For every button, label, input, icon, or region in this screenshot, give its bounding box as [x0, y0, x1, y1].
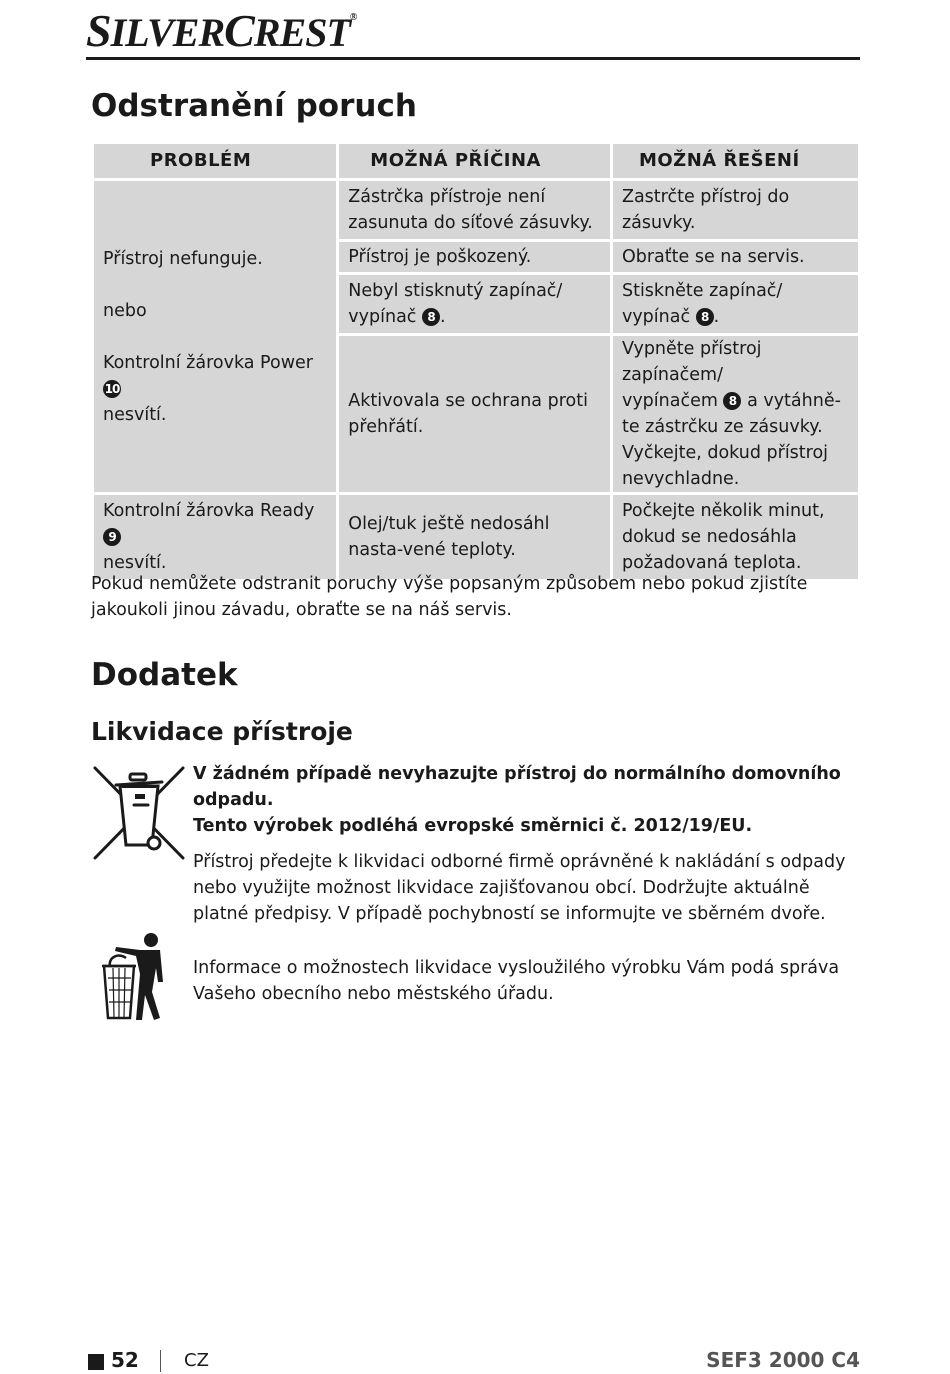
section-title-appendix: Dodatek: [91, 657, 238, 693]
person-trash-bin-icon: [100, 932, 172, 1022]
solution-text: vypínačem: [621, 391, 718, 411]
page-number: 52: [111, 1348, 139, 1372]
section-title-troubleshooting: Odstranění poruch: [91, 88, 417, 124]
crossed-out-bin-icon: [92, 765, 186, 861]
solution-cell: Stiskněte zapínač/ vypínač 8 .: [611, 274, 859, 335]
cause-cell: Aktivovala se ochrana proti přehřátí.: [338, 335, 612, 494]
solution-text: Vypněte přístroj zapínačem/: [621, 339, 762, 385]
footer-square: [88, 1354, 104, 1370]
ref-number: 8: [696, 308, 714, 326]
cause-cell: Nebyl stisknutý zapínač/ vypínač 8 .: [338, 274, 612, 335]
solution-text: vypínač: [621, 307, 691, 327]
cause-text: Nebyl stisknutý zapínač/: [348, 281, 563, 301]
solution-text: Stiskněte zapínač/: [621, 281, 783, 301]
troubleshooting-table: [91, 141, 861, 582]
header-solution: MOŽNÁ ŘEŠENÍ: [611, 143, 859, 180]
ref-number: 8: [422, 308, 440, 326]
cause-cell: Olej/tuk ještě nedosáhl nasta-vené teploty.: [338, 494, 612, 581]
problem-text: Kontrolní žárovka Ready: [103, 501, 315, 521]
disposal-warning: V žádném případě nevyhazujte přístroj do normálního domovního odpadu.: [193, 764, 841, 810]
header-problem: PROBLÉM: [93, 143, 338, 180]
ref-number: 9: [103, 528, 121, 546]
solution-text: te zástrčku ze zásuvky. Vyčkejte, dokud přístroj nevychladne.: [621, 417, 829, 489]
disposal-info: Informace o možnostech likvidace vysloužilého výrobku Vám podá správa Vašeho obecního nebo městského úřadu.: [193, 958, 840, 1004]
table-row: [93, 180, 860, 241]
problem-text: Přístroj nefunguje.: [103, 248, 263, 269]
disposal-instructions: Přístroj předejte k likvidaci odborné firmě oprávněné k nakládání s odpady nebo využijte možnost likvidace zajišťovanou obcí. Dodržujte aktuálně platné předpisy. V případě pochybností se informujte ve sběrném dvoře.: [193, 852, 846, 924]
table-row: [93, 494, 860, 581]
model-number: SEF3 2000 C4: [706, 1348, 860, 1372]
problem-text: nesvítí.: [103, 553, 167, 573]
ref-number: 8: [723, 392, 741, 410]
solution-cell: [611, 335, 859, 494]
directive-notice: Tento výrobek podléhá evropské směrnici č. 2012/19/EU.: [193, 816, 753, 836]
solution-cell: Zastrčte přístroj do zásuvky.: [611, 180, 859, 241]
cause-cell: Zástrčka přístroje není zasunuta do síťové zásuvky.: [338, 180, 612, 241]
problem-text: nesvítí.: [103, 404, 167, 425]
service-note: Pokud nemůžete odstranit poruchy výše popsaným způsobem nebo pokud zjistíte jakoukoli jinou závadu, obraťte se na náš servis.: [91, 574, 808, 620]
subsection-title-disposal: Likvidace přístroje: [91, 717, 353, 746]
problem-text: Kontrolní žárovka Power: [103, 352, 313, 373]
table-header-row: [93, 143, 860, 180]
solution-cell: Počkejte několik minut, dokud se nedosáhla požadovaná teplota.: [611, 494, 859, 581]
header-rule: [86, 57, 860, 60]
brand-logo: SILVERCREST®: [86, 5, 357, 56]
header-cause: MOŽNÁ PŘÍČINA: [338, 143, 612, 180]
problem-cell-2: [93, 494, 338, 581]
cause-text: vypínač: [348, 307, 417, 327]
problem-cell-1: [93, 180, 338, 494]
language-code: CZ: [184, 1350, 209, 1371]
ref-number: 10: [104, 381, 120, 396]
solution-text: a vytáhně-: [747, 391, 841, 411]
cause-cell: Přístroj je poškozený.: [338, 241, 612, 274]
solution-cell: Obraťte se na servis.: [611, 241, 859, 274]
footer-divider: [160, 1350, 161, 1372]
problem-text: nebo: [103, 300, 147, 321]
